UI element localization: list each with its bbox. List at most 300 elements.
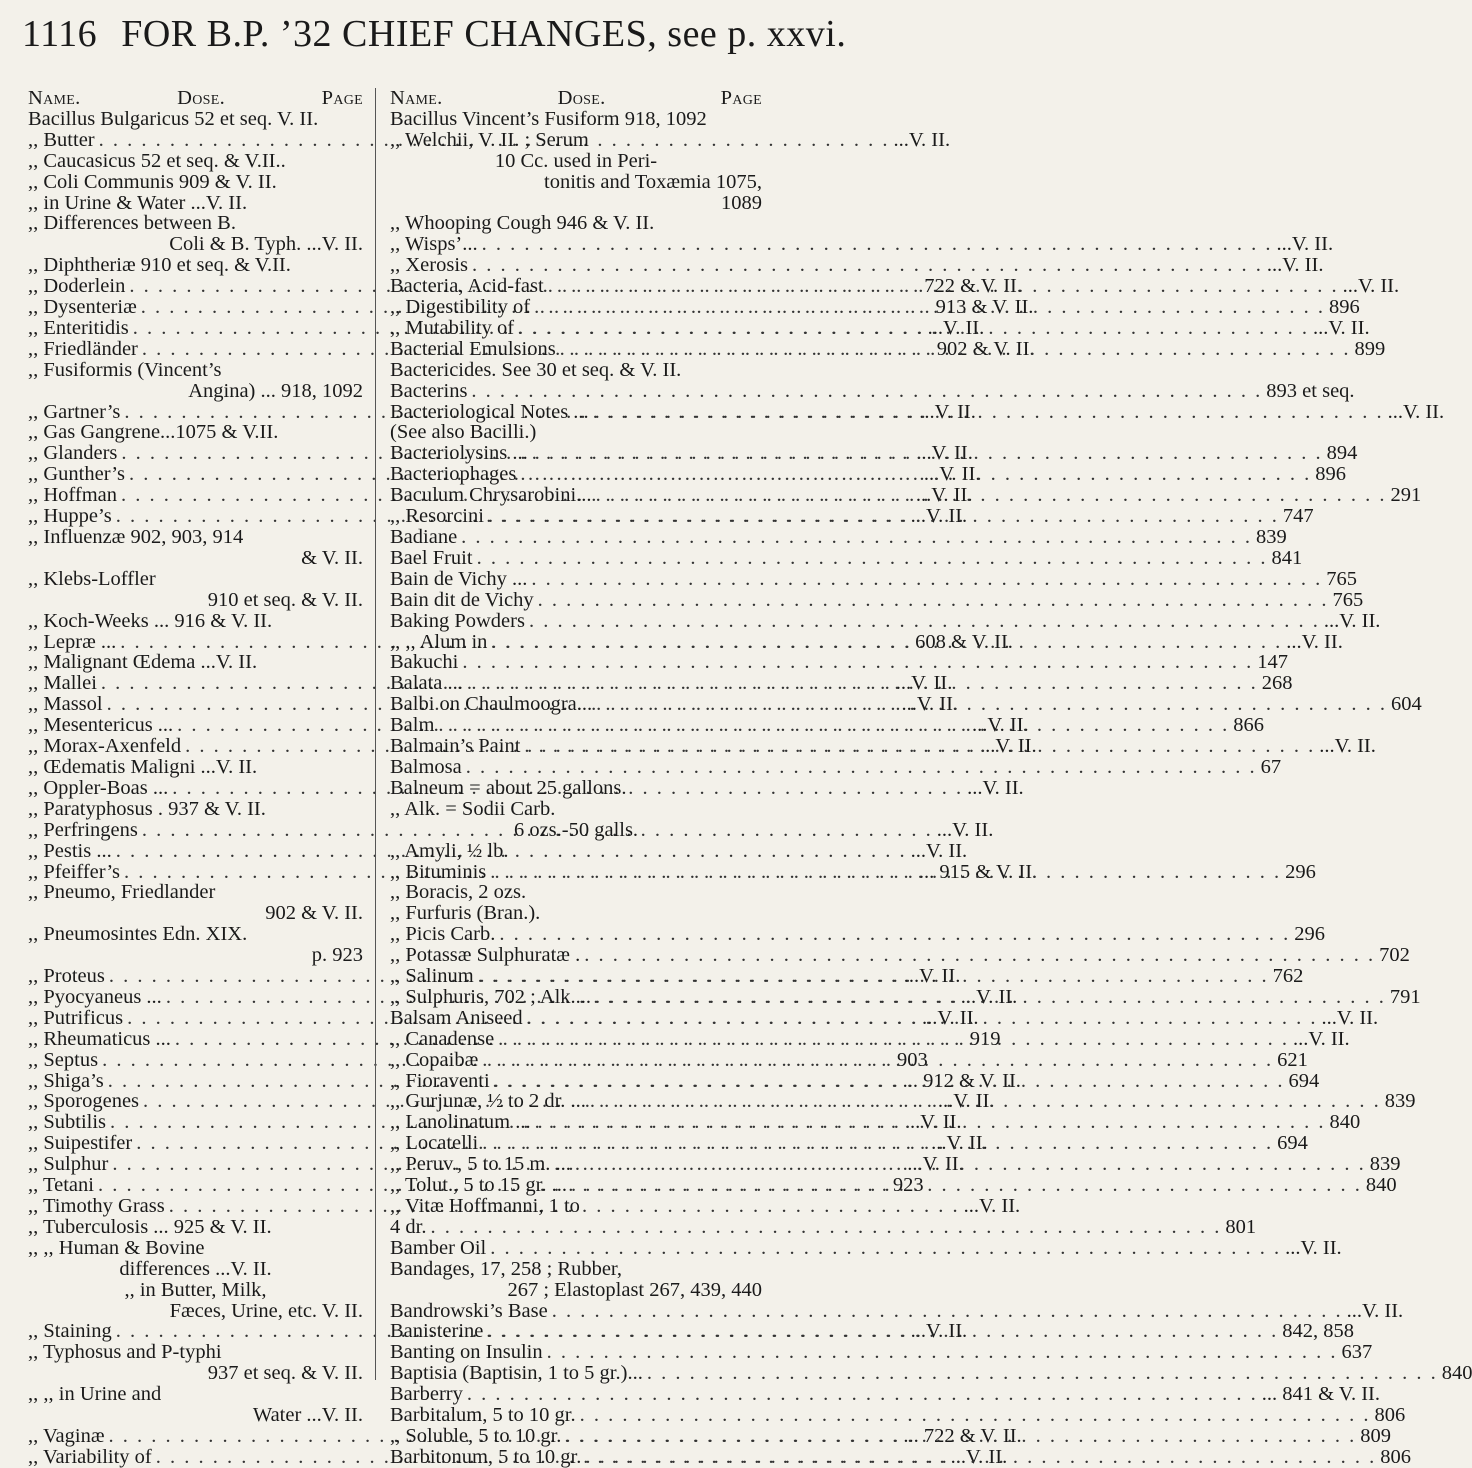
page-reference: ...V. II. — [907, 1153, 964, 1176]
index-entry — [28, 1238, 363, 1259]
entry-label: ,, Gurjunæ, ½ to 2 dr. ... — [390, 1090, 586, 1113]
index-entry — [390, 360, 762, 381]
entry-label: ,, Alk. = Sodii Carb. — [390, 797, 556, 820]
page-reference: ...V. II. — [910, 1320, 968, 1343]
leader-dots — [576, 1405, 1371, 1426]
entry-label: ,, Massol — [28, 693, 103, 716]
page-reference: ...V. II. — [916, 442, 973, 465]
entry-label: Balbi on Chaulmoogra... — [390, 693, 593, 716]
page-reference: ...V. II. — [910, 839, 968, 862]
right-column-header — [390, 88, 762, 109]
entry-label: 902 & V. II. — [265, 902, 363, 925]
entry-label: Balmosa — [390, 755, 462, 778]
page-reference: ...V. II. — [919, 400, 976, 423]
page-reference: ...V. II. — [967, 776, 1024, 799]
page-reference: 296 — [1294, 923, 1325, 946]
page-reference: 841 — [1271, 546, 1303, 569]
index-entry — [390, 1341, 1373, 1364]
entry-label: 6 ozs.-50 galls. — [513, 818, 639, 841]
entry-label: Bakuchi — [390, 651, 459, 674]
leader-dots — [581, 1447, 1376, 1468]
entry-label: ,, Malignant Œdema ...V. II. — [28, 651, 258, 674]
leader-dots — [580, 945, 1375, 966]
entry-label: Bacteria, Acid-fast — [390, 275, 544, 298]
index-entry — [28, 1363, 363, 1384]
page-reference: 791 — [1389, 985, 1421, 1008]
page-reference: ...V. II. — [980, 735, 1037, 758]
index-entry — [28, 1342, 363, 1363]
page-reference: ...V. II. — [927, 316, 985, 339]
page-reference: 894 — [1326, 442, 1358, 465]
entry-label: ,, Enteritidis — [28, 316, 129, 339]
index-entry — [28, 903, 363, 924]
entry-label: ,, Pyocyaneus ... — [28, 985, 162, 1008]
entry-label: ,, Proteus — [28, 965, 105, 988]
entry-label: ,, Rheumaticus ... — [28, 1027, 171, 1050]
page-reference: 747 — [1282, 505, 1314, 528]
page-reference: 809 — [1360, 1424, 1392, 1447]
page-reference: ...V. II. — [972, 714, 1029, 737]
entry-label: ,, Glanders — [28, 442, 118, 465]
page-reference: ...V. II. — [1293, 1027, 1350, 1050]
page-reference: 893 et seq. — [1266, 379, 1355, 402]
entry-label: Bacillus Vincent’s Fusiform 918, 1092 — [390, 107, 707, 130]
entry-label: Bacterins — [390, 379, 468, 402]
entry-label: ,, Potassæ Sulphuratæ . — [390, 944, 581, 967]
leader-dots — [548, 1301, 1343, 1322]
leader-dots — [486, 862, 1281, 883]
entry-label: ,, Septus — [28, 1048, 99, 1071]
index-entry — [28, 652, 363, 673]
page-reference: 902 & V. II. — [936, 337, 1035, 360]
entry-label: ,, Pneumosintes Edn. XIX. — [28, 923, 248, 946]
entry-label: ,, Coli Communis 909 & V. II. — [28, 170, 277, 193]
leader-dots — [486, 1238, 1281, 1259]
index-entry — [28, 255, 363, 276]
entry-label: ,, Diphtheriæ 910 et seq. & V.II. — [28, 254, 291, 277]
index-entry — [390, 193, 762, 214]
index-entry — [28, 590, 363, 611]
page-reference: 839 — [1256, 526, 1287, 549]
page-reference: 801 — [1225, 1215, 1257, 1238]
entry-label: ,, ,, Human & Bovine — [28, 1236, 205, 1259]
entry-label: Water ...V. II. — [252, 1404, 363, 1427]
name-heading: Name. — [390, 87, 443, 109]
entry-label: ,, Xerosis — [390, 254, 469, 277]
index-entry — [390, 254, 1324, 277]
index-entry — [390, 735, 1376, 758]
entry-label: Balsam Aniseed — [390, 1006, 523, 1029]
page-reference: ...V. II. — [1313, 316, 1370, 339]
entry-label: ,, Vitæ Hoffmanni, 1 to — [390, 1195, 580, 1218]
index-entry — [28, 422, 363, 443]
page-reference: ... 915 & V. II. — [918, 860, 1038, 883]
leader-dots — [458, 652, 1253, 673]
entry-label: Banting on Insulin — [390, 1341, 543, 1364]
entry-label: ,, Lepræ ... — [28, 630, 117, 653]
entry-label: Bandrowski’s Base — [390, 1299, 548, 1322]
page-reference: 702 — [1379, 944, 1410, 967]
leader-dots — [494, 1029, 1289, 1050]
page-reference: ...V. II. — [960, 985, 1018, 1008]
page-reference: ...V. II. — [915, 484, 973, 507]
entry-label: ,, Pestis ... — [28, 839, 112, 862]
page-reference: ...V. II. — [904, 1111, 962, 1134]
entry-label: ,, ,, in Urine and — [28, 1383, 162, 1406]
page-reference: ...V. II. — [1319, 735, 1376, 758]
index-entry — [28, 527, 363, 548]
leader-dots — [484, 506, 1279, 527]
entry-label: ,, Morax-Axenfeld — [28, 735, 182, 758]
leader-dots — [527, 569, 1322, 590]
page-reference: ...V. II. — [950, 1445, 1008, 1468]
leader-dots — [473, 548, 1268, 569]
entry-label: Balmain’s Paint — [390, 735, 521, 758]
index-entry — [28, 1280, 363, 1301]
entry-label: ,, Locatelli — [390, 1132, 479, 1155]
index-entry — [28, 193, 363, 214]
page-reference: 694 — [1288, 1069, 1320, 1092]
entry-label: ,, Amyli, ½ lb. — [390, 839, 509, 862]
entry-label: 937 et seq. & V. II. — [207, 1362, 363, 1385]
entry-label: ,, Copaibæ — [390, 1048, 479, 1071]
leader-dots — [487, 632, 1282, 653]
page-reference: ...V. II. — [936, 818, 994, 841]
leader-dots — [534, 590, 1329, 611]
entry-label: ,, Tolut., 5 to 15 gr. ... — [390, 1174, 568, 1197]
leader-dots — [556, 339, 1351, 360]
entry-label: ,, Putrificus — [28, 1006, 124, 1029]
leader-dots — [592, 694, 1387, 715]
index-entry — [28, 1217, 363, 1238]
entry-label: ,, Gas Gangrene...1075 & V.II. — [28, 421, 279, 444]
entry-label: ,, Variability of — [28, 1445, 152, 1468]
index-entry — [390, 755, 1282, 778]
page-reference: 806 — [1374, 1404, 1406, 1427]
index-entry — [390, 903, 762, 924]
index-entry — [28, 924, 363, 945]
page-reference: ... 841 & V. II. — [1261, 1383, 1380, 1406]
entry-label: p. 923 — [311, 944, 363, 967]
leader-dots — [592, 485, 1387, 506]
leader-dots — [591, 987, 1386, 1008]
entry-label: ,, Subtilis — [28, 1111, 107, 1134]
entry-label: ,, Sulphur — [28, 1153, 109, 1176]
entry-label: Balm — [390, 714, 435, 737]
page-reference: ...V. II. — [931, 1132, 988, 1155]
entry-label: Badiane — [390, 526, 458, 549]
leader-dots — [495, 924, 1290, 945]
entry-label: ,, Shiga’s — [28, 1069, 104, 1092]
page-reference: 806 — [1380, 1445, 1411, 1468]
page-reference: ...V. II. — [1276, 233, 1334, 256]
entry-label: (See also Bacilli.) — [390, 421, 537, 444]
entry-label: Bacterial Emulsions — [390, 337, 556, 360]
entry-label: ,, Fusiformis (Vincent’s — [28, 358, 222, 381]
leader-dots — [478, 1050, 1273, 1071]
entry-label: ,, Wisps’... — [390, 233, 478, 256]
entry-label: ,, Friedländer — [28, 337, 138, 360]
entry-label: ,, Mallei — [28, 672, 97, 695]
entry-label: ,, Salinum — [390, 965, 474, 988]
entry-label: Bactericides. See 30 et seq. & V. II. — [390, 358, 682, 381]
leader-dots — [525, 611, 1320, 632]
entry-label: ,, Gartner’s — [28, 400, 121, 423]
entry-label: 1089 — [721, 191, 762, 214]
leader-dots — [490, 1071, 1285, 1092]
entry-label: ,, Typhosus and P-typhi — [28, 1341, 222, 1364]
page-reference: ...V. II. — [1387, 400, 1445, 423]
entry-label: Banisterine — [390, 1320, 484, 1343]
entry-label: ,, Perfringens — [28, 818, 138, 841]
page-reference: 765 — [1326, 567, 1357, 590]
entry-label: ,, Huppe’s — [28, 505, 112, 528]
index-entry — [390, 1196, 762, 1217]
page-reference: 896 — [1315, 463, 1346, 486]
entry-label: Bael Fruit — [390, 546, 473, 569]
page-reference: ...V. II. — [963, 1195, 1021, 1218]
entry-label: ,, Fioraventi — [390, 1069, 490, 1092]
page-reference: 866 — [1233, 714, 1265, 737]
entry-label: ,, in Butter, Milk, — [124, 1278, 267, 1301]
index-entry — [390, 923, 1325, 946]
index-entry — [390, 778, 762, 799]
entry-label: ,, Klebs-Loffler — [28, 567, 156, 590]
index-entry — [390, 172, 762, 193]
page-reference: ...V. II. — [1323, 609, 1381, 632]
entry-label: ,, Œdematis Maligni ...V. II. — [28, 755, 258, 778]
page-reference: ...V. II. — [910, 505, 968, 528]
page-reference: ...V. II. — [937, 1090, 995, 1113]
page-reference: 913 & V. II. — [935, 296, 1034, 319]
entry-label: ,, in Urine & Water ...V. II. — [28, 191, 248, 214]
page-reference: ...V. II. — [1346, 1299, 1404, 1322]
running-title: FOR B.P. ’32 CHIEF CHANGES, see p. xxvi. — [121, 13, 847, 55]
index-entry — [390, 1259, 762, 1280]
index-entry — [390, 882, 762, 903]
page-reference: ...V. II. — [895, 672, 953, 695]
dose-heading: Dose. — [177, 87, 226, 109]
index-entry — [390, 651, 1288, 674]
entry-label: ,, Differences between B. — [28, 212, 236, 235]
leader-dots — [468, 255, 1263, 276]
index-entry — [28, 1405, 363, 1426]
entry-label: Bandages, 17, 258 ; Rubber, — [390, 1257, 623, 1280]
entry-label: Baptisia (Baptisin, 1 to 5 gr.)... — [390, 1362, 643, 1385]
entry-label: ,, Caucasicus 52 et seq. & V.II.. — [28, 149, 286, 172]
page-reference: ...V. II. — [1286, 630, 1343, 653]
page-reference: 903 — [896, 1048, 928, 1071]
index-entry — [390, 799, 762, 820]
leader-dots — [586, 1091, 1381, 1112]
page-reference: 840 — [1329, 1111, 1361, 1134]
index-entry — [390, 213, 762, 234]
leader-dots — [426, 1217, 1221, 1238]
index-entry — [28, 381, 363, 402]
page-number: 1116 — [22, 13, 98, 55]
leader-dots — [478, 234, 1273, 255]
index-entry — [390, 546, 1303, 569]
entry-label: ,, Whooping Cough 946 & V. II. — [390, 212, 655, 235]
page-reference: 762 — [1272, 965, 1304, 988]
entry-label: Bacillus Bulgaricus 52 et seq. V. II. — [28, 107, 319, 130]
entry-label: ,, Tuberculosis ... 925 & V. II. — [28, 1215, 272, 1238]
page-reference: 694 — [1277, 1132, 1308, 1155]
page-reference: ...V. II. — [923, 463, 981, 486]
index-entry — [390, 820, 762, 841]
index-entry — [390, 400, 1445, 423]
leader-dots — [462, 757, 1257, 778]
page-reference: ...V. II. — [1266, 254, 1324, 277]
entry-label: Bacteriolysins ... — [390, 442, 528, 465]
index-entry — [390, 526, 1287, 549]
leader-dots — [463, 1384, 1258, 1405]
entry-label: ,, Resorcini — [390, 505, 484, 528]
index-entry — [390, 1236, 1342, 1259]
entry-label: Bacteriophages — [390, 463, 517, 486]
page-reference: 840 — [1365, 1174, 1397, 1197]
running-header — [22, 12, 847, 56]
entry-label: ,, Sporogenes — [28, 1090, 140, 1113]
page-reference: 919 — [969, 1027, 1001, 1050]
name-heading: Name. — [28, 87, 81, 109]
index-entry — [28, 548, 363, 569]
leader-dots — [544, 276, 1339, 297]
dose-heading: Dose. — [557, 87, 606, 109]
leader-dots — [474, 966, 1269, 987]
entry-label: 4 dr. — [390, 1215, 427, 1238]
page-reference: ...V. II. — [1321, 1006, 1379, 1029]
leader-dots — [467, 381, 1262, 402]
entry-label: Barberry — [390, 1383, 463, 1406]
leader-dots — [516, 464, 1311, 485]
leader-dots — [531, 1112, 1326, 1133]
entry-label: ,, Mutability of — [390, 316, 515, 339]
page-reference: 296 — [1285, 860, 1316, 883]
index-entry — [390, 233, 1334, 256]
page-reference: 896 — [1328, 296, 1360, 319]
index-entry — [390, 379, 1355, 402]
entry-label: ,, Doderlein — [28, 275, 126, 298]
entry-label: ,, Dysenteriæ — [28, 296, 137, 319]
entry-label: Bain de Vichy ... — [390, 567, 528, 590]
entry-label: 10 Cc. used in Peri- — [494, 149, 658, 172]
page-reference: 899 — [1354, 337, 1386, 360]
entry-label: tonitis and Toxæmia 1075, — [544, 170, 762, 193]
index-entry — [390, 1280, 762, 1301]
entry-label: ,, Picis Carb. — [390, 923, 496, 946]
entry-label: ,, Suipestifer — [28, 1132, 133, 1155]
index-entry — [390, 944, 1410, 967]
entry-label: ,, Gunther’s — [28, 463, 125, 486]
entry-label: ,, Pneumo, Friedlander — [28, 881, 216, 904]
index-entry — [28, 757, 363, 778]
page-reference: ...V. II. — [1285, 1236, 1342, 1259]
entry-label: Baking Powders — [390, 609, 525, 632]
left-column-header — [28, 88, 363, 109]
index-entry — [390, 841, 762, 862]
entry-label: ,, Hoffman — [28, 484, 118, 507]
index-entry — [28, 172, 363, 193]
index-entry — [390, 1404, 1406, 1427]
entry-label: Bain dit de Vichy — [390, 588, 534, 611]
index-entry — [390, 1006, 1379, 1029]
index-entry — [390, 1383, 1380, 1406]
index-entry — [28, 1259, 363, 1280]
leader-dots — [567, 1175, 1362, 1196]
leader-dots — [478, 1133, 1273, 1154]
entry-label: Fæces, Urine, etc. V. II. — [169, 1299, 363, 1322]
page-reference: 637 — [1341, 1341, 1373, 1364]
entry-label: Bacteriological Notes ... — [390, 400, 589, 423]
entry-label: ,, Welchii, V. II. ; Serum — [390, 128, 589, 151]
page-heading: Page — [321, 87, 363, 109]
entry-label: 267 ; Elastoplast 267, 439, 440 — [507, 1278, 762, 1301]
index-entry — [28, 799, 363, 820]
entry-label: Barbitalum, 5 to 10 gr. — [390, 1404, 576, 1427]
entry-label: ,, Mesentericus ... — [28, 714, 174, 737]
entry-label: Baculum Chrysarobini... — [390, 484, 592, 507]
leader-dots — [483, 1321, 1278, 1342]
index-entry — [390, 1299, 1404, 1322]
entry-label: ,, ,, Alum in — [390, 630, 488, 653]
index-entry — [390, 567, 1357, 590]
entry-label: ,, Bituminis — [390, 860, 487, 883]
page-reference: 839 — [1384, 1090, 1416, 1113]
entry-label: ,, Digestibility of — [390, 296, 531, 319]
entry-label: ,, Influenzæ 902, 903, 914 — [28, 526, 244, 549]
leader-dots — [463, 673, 1258, 694]
index-entry — [28, 569, 363, 590]
entry-label: ,, Pfeiffer’s — [28, 860, 121, 883]
page-reference: 722 & V. II. — [924, 275, 1022, 298]
entry-label: ,, Timothy Grass — [28, 1195, 165, 1218]
page-reference: 608 & V. II. — [915, 630, 1013, 653]
entry-label: ,, Oppler-Boas ... — [28, 776, 169, 799]
entry-label: ,, Tetani — [28, 1174, 94, 1197]
page-reference: 604 — [1391, 693, 1422, 716]
index-entry — [390, 109, 762, 130]
entry-label: Bamber Oil — [390, 1236, 487, 1259]
page-reference: 291 — [1390, 484, 1422, 507]
page-reference: 842, 858 — [1282, 1320, 1354, 1343]
index-entry — [28, 109, 363, 130]
entry-label: ,, Koch-Weeks ... 916 & V. II. — [28, 609, 273, 632]
page-reference: 839 — [1369, 1153, 1401, 1176]
entry-label: & V. II. — [301, 546, 363, 569]
leader-dots — [643, 1363, 1438, 1384]
leader-dots — [543, 1342, 1338, 1363]
page-reference: 840 — [1441, 1362, 1472, 1385]
index-entry — [390, 1215, 1257, 1238]
entry-label: Coli & B. Typh. ...V. II. — [169, 233, 363, 256]
page-reference: 67 — [1260, 755, 1282, 778]
index-entry — [390, 316, 1370, 339]
leader-dots — [457, 527, 1252, 548]
entry-label: Angina) ... 918, 1092 — [188, 379, 363, 402]
leader-dots — [530, 297, 1325, 318]
column-divider — [375, 88, 376, 1380]
entry-label: ,, Vaginæ — [28, 1424, 105, 1447]
index-entry — [28, 1301, 363, 1322]
leader-dots — [589, 402, 1384, 423]
entry-label: ,, Staining — [28, 1320, 112, 1343]
entry-label: ,, Lanolinatum ... — [390, 1111, 531, 1134]
page-reference: 923 — [892, 1174, 924, 1197]
index-entry — [390, 130, 762, 151]
entry-label: ,, Canadense — [390, 1027, 495, 1050]
index-entry — [390, 588, 1364, 611]
